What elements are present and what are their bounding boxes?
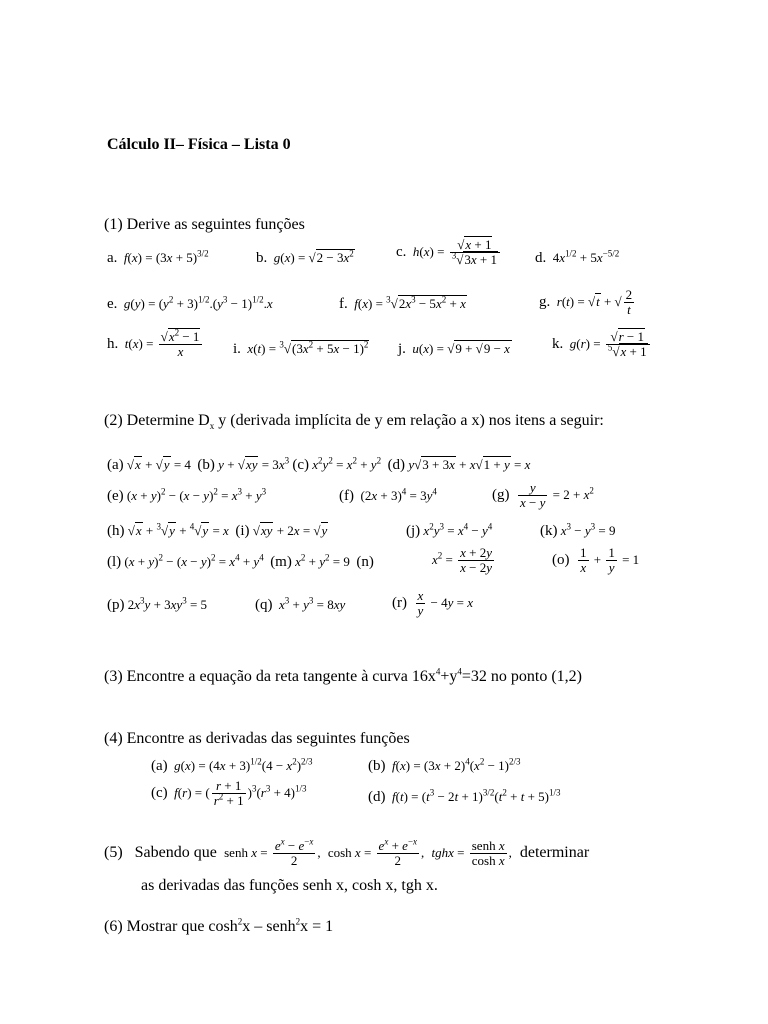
q3-mid: +y xyxy=(440,668,458,685)
q2-row-4 xyxy=(107,554,374,571)
q5-cosh-def: cosh x = $\frac{e^x + e^{-x}}{2}$ , xyxy=(324,836,425,869)
q2-label-l: (l) xyxy=(107,554,122,570)
q4-label-b: (b) xyxy=(368,758,386,774)
q2-label-b: (b) xyxy=(197,457,215,473)
q2-label-h: (h) xyxy=(107,523,125,539)
q2-label-o: (o) xyxy=(552,551,570,568)
q2-row-1 xyxy=(107,457,530,474)
q2-formula-p: $2x^3y + 3xy^3 = 5$ xyxy=(127,595,208,612)
q6-mid: x – senh xyxy=(242,918,296,935)
q5-label: (5) xyxy=(104,843,123,861)
q6-sup2: 2 xyxy=(295,916,301,927)
q4-item-c xyxy=(151,779,307,809)
q2-formula-e: $(x + y)^2 - (x - y)^2 = x^3 + y^3$ xyxy=(126,486,267,503)
q1-item-i xyxy=(233,341,369,358)
q1-formula-k: g(r) = $\frac{√r - 1}{^5√x + 1}$ xyxy=(567,336,652,351)
q1-item-j xyxy=(398,341,512,358)
q2-heading-pre: (2) Determine D xyxy=(104,412,210,429)
q2-formula-i: √xy + 2x = √y xyxy=(252,523,328,538)
q1-item-a xyxy=(107,250,209,267)
q2-formula-m: $x^2 + y^2 = 9$ xyxy=(295,552,350,569)
q2-item-j xyxy=(406,523,492,540)
q4-label-d: (d) xyxy=(368,789,386,805)
q1-label-i: i. xyxy=(233,341,241,357)
q4-item-b xyxy=(368,758,521,775)
q1-label-a: a. xyxy=(107,250,118,266)
q1-item-g xyxy=(539,288,636,318)
q2-label-k: (k) xyxy=(540,523,558,539)
q2-formula-q: $x^3 + y^3 = 8xy$ xyxy=(279,595,346,612)
q1-formula-g: r(t) = √t + √ $\frac{2}{t}$ xyxy=(556,287,633,318)
question-5 xyxy=(104,836,590,869)
q2-formula-r: $\frac{x}{y}$ − 4y = x xyxy=(417,588,474,619)
q1-formula-d: $4x^{1/2} + 5x^{-5/2}$ xyxy=(549,248,620,265)
q1-label-k: k. xyxy=(552,335,564,352)
q2-label-e: (e) xyxy=(107,488,124,504)
q4-formula-a: $g(x) = (4x + 3)^{1/2}(4 - x^2)^{2/3}$ xyxy=(174,756,313,773)
q1-label-c: c. xyxy=(396,243,407,260)
q2-heading-post: y (derivada implícita de y em relação a x) nos itens a seguir: xyxy=(214,412,604,429)
q2-heading-sub: x xyxy=(209,421,215,432)
q2-formula-n: $x^2$ = $\frac{x + 2y}{x - 2y}$ xyxy=(432,545,493,576)
q1-label-j: j. xyxy=(398,341,406,357)
q1-formula-j: u(x) = √9 + √9 − x xyxy=(412,341,510,356)
q1-item-c xyxy=(396,238,502,268)
q2-item-q xyxy=(255,597,345,614)
q1-formula-a: $f(x) = (3x + 5)^{3/2}$ xyxy=(123,248,209,265)
q1-label-d: d. xyxy=(535,250,547,266)
q2-label-f: (f) xyxy=(339,488,354,504)
q2-label-q: (q) xyxy=(255,597,273,613)
q2-formula-d: y√3 + 3x + x√1 + y = x xyxy=(408,457,531,472)
question-3 xyxy=(104,668,582,686)
q6-post: x = 1 xyxy=(300,918,334,935)
q3-sup1: 4 xyxy=(435,666,441,677)
q2-item-k xyxy=(540,523,616,540)
q6-pre: (6) Mostrar que cosh xyxy=(104,918,238,935)
q1-formula-b: $g(x) = √2 - 3x^2$ xyxy=(273,248,354,265)
q2-formula-c: $x^2y^2 = x^2 + y^2$ xyxy=(312,455,382,472)
q6-sup1: 2 xyxy=(237,916,243,927)
q1-label-g: g. xyxy=(539,293,551,310)
q2-label-i: (i) xyxy=(235,523,250,539)
q1-formula-f: $f(x) = ^3√2x^3 - 5x^2 + x$ xyxy=(354,294,466,311)
q1-label-f: f. xyxy=(339,296,348,312)
q2-item-g xyxy=(492,481,594,511)
q1-formula-e: $g(y) = (y^2 + 3)^{1/2}.(y^3 - 1)^{1/2}.x$ xyxy=(123,294,273,311)
q4-item-a xyxy=(151,758,313,775)
q5-text1: Sabendo que xyxy=(134,843,217,861)
q3-post: =32 no ponto (1,2) xyxy=(461,668,582,685)
q1-formula-c: h(x) = $\frac{√x + 1}{^3√3x + 1}$ xyxy=(410,244,502,259)
q4-formula-b: $f(x) = (3x + 2)^4(x^2 - 1)^{2/3}$ xyxy=(392,756,521,773)
q2-label-g: (g) xyxy=(492,486,510,503)
q2-formula-g: $\frac{y}{x - y}$ = $2 + x^2$ xyxy=(520,480,594,511)
question-6 xyxy=(104,918,333,936)
q2-formula-l: $(x + y)^2 - (x - y)^2 = x^4 + y^4$ xyxy=(124,552,264,569)
q2-formula-k: $x^3 - y^3 = 9$ xyxy=(560,521,616,538)
q5-text3: as derivadas das funções senh x, cosh x, tgh x. xyxy=(141,877,438,894)
q2-item-r xyxy=(392,589,473,619)
q1-item-d xyxy=(535,250,619,267)
q2-formula-j: $x^2y^3 = x^4 - y^4$ xyxy=(423,521,493,538)
q1-item-e xyxy=(107,296,273,313)
q1-formula-i: $x(t) = ^3√(3x^2 + 5x - 1)^2$ xyxy=(247,339,369,356)
q1-label-e: e. xyxy=(107,296,118,312)
q1-label-h: h. xyxy=(107,335,119,352)
q2-formula-a: √x + √y = 4 xyxy=(126,457,191,472)
q3-sup2: 4 xyxy=(457,666,462,677)
q1-label-b: b. xyxy=(256,250,268,266)
q2-item-o xyxy=(552,546,639,576)
q2-label-c: (c) xyxy=(292,457,309,473)
q2-row-3 xyxy=(107,523,328,540)
q2-label-r: (r) xyxy=(392,594,407,611)
question-4-heading: (4) Encontre as derivadas das seguintes funções xyxy=(104,730,410,747)
q2-formula-o: $\frac{1}{x}$ + $\frac{1}{y}$ = 1 xyxy=(580,545,640,576)
q4-formula-c: f(r) = ( $\frac{r + 1}{r^2 + 1}$ )$^3(r^3 + 4)^{1/3}$ xyxy=(174,778,307,809)
q1-item-k xyxy=(552,330,652,360)
q4-item-d xyxy=(368,789,561,806)
q1-item-h xyxy=(107,327,204,360)
q3-pre: (3) Encontre a equação da reta tangente à curva 16x xyxy=(104,668,436,685)
question-1-heading: (1) Derive as seguintes funções xyxy=(104,216,305,233)
q4-formula-d: $f(t) = (t^3 - 2t + 1)^{3/2}(t^2 + t + 5)^{1/3}$ xyxy=(392,787,561,804)
q2-label-d: (d) xyxy=(387,457,406,473)
q2-formula-h: √x + $^3$√y + $^4$√y = x xyxy=(127,521,229,538)
question-2-heading xyxy=(104,412,604,430)
q2-label-m: (m) xyxy=(270,554,292,570)
q2-item-p xyxy=(107,597,207,614)
q2-formula-f: $(2x + 3)^4 = 3y^4$ xyxy=(357,486,437,503)
q2-label-j: (j) xyxy=(406,523,421,539)
page-title: Cálculo II– Física – Lista 0 xyxy=(107,136,291,153)
q5-senh-def: senh x = $\frac{e^x - e^{-x}}{2}$ , xyxy=(220,836,321,869)
q5-text2: determinar xyxy=(519,843,590,861)
q4-label-a: (a) xyxy=(151,758,168,774)
q2-label-p: (p) xyxy=(107,597,125,613)
q1-item-b xyxy=(256,250,355,267)
q5-tgh-def: tghx = $\frac{\text{senh x}}{\text{cosh x}}$ , xyxy=(431,838,512,869)
q4-label-c: (c) xyxy=(151,784,168,801)
q2-label-n: (n) xyxy=(356,554,374,570)
q2-label-a: (a) xyxy=(107,457,124,473)
q2-formula-b: $y + √xy = 3x^3$ xyxy=(218,455,290,472)
q2-item-f xyxy=(339,488,437,505)
q1-formula-h: t(x) = $\frac{√x^2 - 1}{x}$ xyxy=(122,336,205,351)
q1-item-f xyxy=(339,296,467,313)
q2-item-e xyxy=(107,488,266,505)
